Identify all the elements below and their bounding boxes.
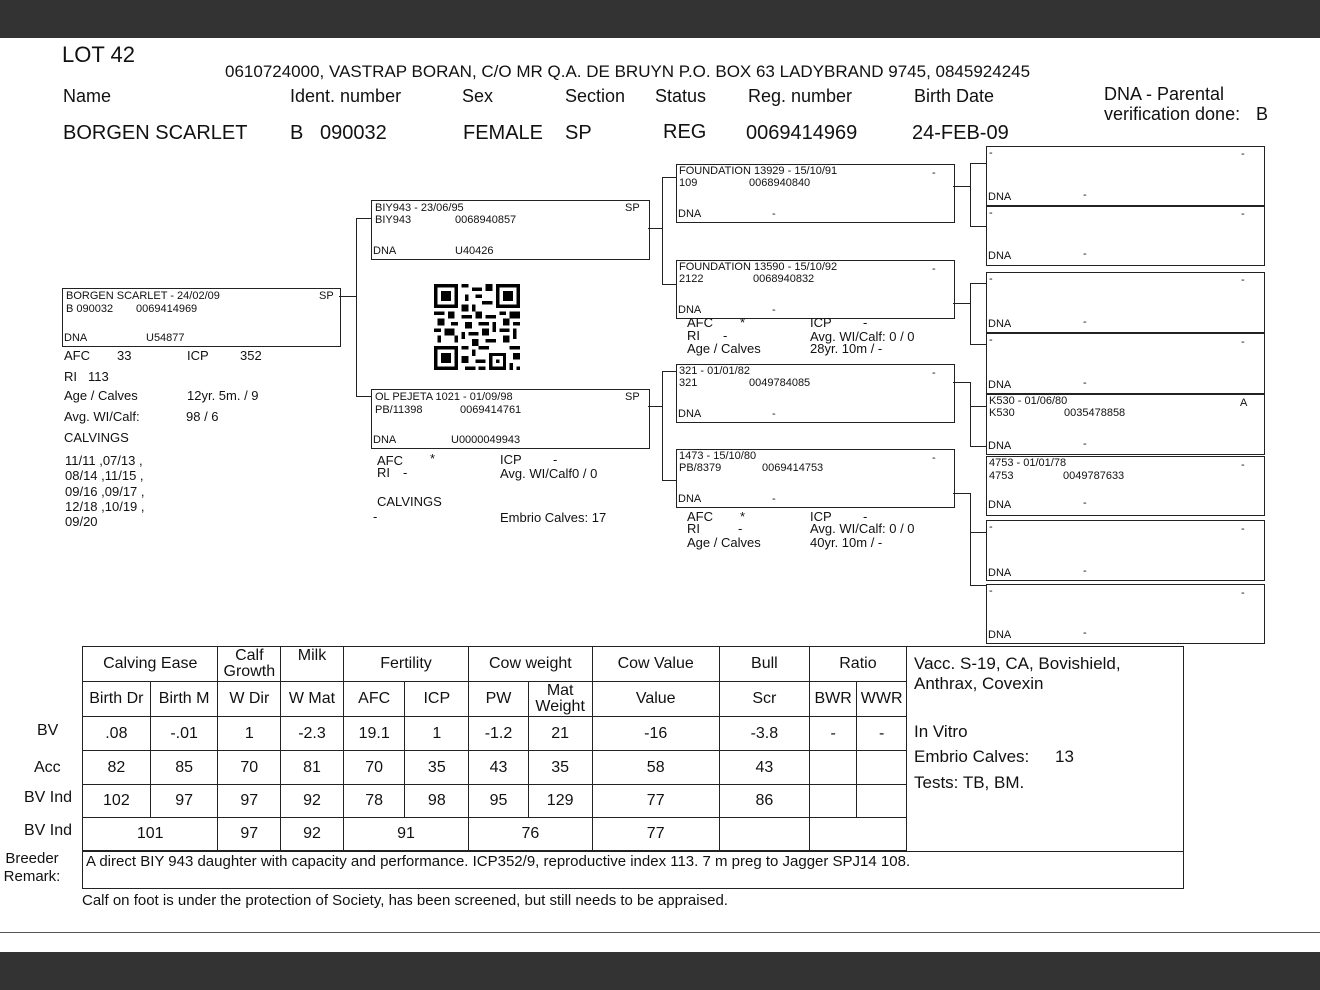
breeder-remark-label: Breeder Remark: [3, 850, 61, 885]
dam-title: OL PEJETA 1021 - 01/09/98 [375, 391, 513, 403]
ggp-title: - [989, 585, 993, 597]
ggp-box [986, 456, 1265, 516]
bv-table [82, 646, 907, 851]
gp-ri-label: RI [687, 328, 700, 343]
ggp-dna: - [1083, 377, 1087, 389]
ggp-dna: - [1083, 497, 1087, 509]
gp-reg: 0069414753 [762, 462, 824, 474]
sire-reg: 0068940857 [455, 214, 517, 226]
bv-cell: .08 [83, 717, 151, 751]
ggp-ident: K530 [989, 407, 1015, 419]
dam-reg: 0069414761 [460, 404, 522, 416]
animal-ri: 113 [88, 369, 109, 384]
group-header: Milk [281, 647, 344, 682]
ggp-title: - [989, 273, 993, 285]
animal-icp-label: ICP [187, 348, 209, 363]
connector [970, 585, 986, 586]
gp-dna-label: DNA [678, 304, 702, 316]
gp-icp: - [863, 315, 868, 330]
ggp-title: 4753 - 01/01/78 [989, 457, 1067, 469]
qr-code [432, 284, 522, 370]
gp-title: FOUNDATION 13590 - 15/10/92 [679, 261, 838, 273]
dam-calvings: - [373, 509, 378, 524]
connector [970, 344, 986, 345]
bvind-cell: 97 [218, 785, 281, 818]
ggp-dna-label: DNA [988, 379, 1012, 391]
connector [662, 371, 663, 481]
tests-text: Tests: TB, BM. [914, 773, 1025, 792]
gp-wi: Avg. WI/Calf: 0 / 0 [810, 329, 915, 344]
value-name: BORGEN SCARLET [63, 122, 248, 144]
gp-section: - [932, 167, 936, 179]
sub-header: BWR [809, 682, 857, 717]
sire-box [371, 200, 650, 260]
group-header: Cow Value [592, 647, 719, 682]
bv-cell: 21 [528, 717, 592, 751]
ggp-dna-label: DNA [988, 318, 1012, 330]
grandparent-box [676, 449, 955, 508]
ggp-dna-label: DNA [988, 499, 1012, 511]
gp-age-label: Age / Calves [687, 535, 761, 550]
gp-ident: 2122 [679, 273, 704, 285]
bv-cell: -2.3 [281, 717, 344, 751]
ggp-dna-label: DNA [988, 629, 1012, 641]
ggp-box [986, 146, 1265, 206]
bv-cell: 1 [405, 717, 469, 751]
bvind-cell: 129 [528, 785, 592, 818]
connector [953, 303, 971, 304]
value-status: REG [663, 121, 707, 143]
connector [970, 283, 986, 284]
ggp-section: - [1241, 208, 1245, 220]
grandparent-box [676, 364, 955, 423]
gp-icp: - [863, 509, 868, 524]
grandparent-box [676, 164, 955, 223]
ggp-box [986, 272, 1265, 333]
value-birth: 24-FEB-09 [912, 122, 1009, 144]
gp-icp-label: ICP [810, 315, 832, 330]
gp-ri: - [738, 521, 743, 536]
ggp-section: - [1241, 274, 1245, 286]
calving-line: 09/16 ,09/17 , [65, 484, 145, 499]
dam-afc: * [430, 451, 436, 466]
acc-cell: 81 [281, 751, 344, 785]
gp-dna-label: DNA [678, 408, 702, 420]
connector [970, 493, 971, 586]
sub-header: W Dir [218, 682, 281, 717]
value-sex: FEMALE [463, 122, 544, 144]
connector [970, 163, 986, 164]
calving-line: 12/18 ,10/19 , [65, 499, 145, 514]
bvind2-cell: 91 [343, 818, 468, 851]
connector [970, 382, 971, 447]
label-ident: Ident. number [290, 86, 402, 106]
connector [356, 218, 371, 219]
connector [356, 396, 371, 397]
connector [970, 283, 971, 345]
dam-embrio: Embrio Calves: 17 [500, 510, 607, 525]
sire-dna: U40426 [455, 245, 494, 257]
ggp-reg: 0035478858 [1064, 407, 1126, 419]
bvind2-cell: 76 [469, 818, 592, 851]
animal-section: SP [319, 290, 334, 302]
animal-reg: 0069414969 [136, 303, 198, 315]
bvind-cell: 98 [405, 785, 469, 818]
gp-reg: 0068940840 [749, 177, 811, 189]
connector [970, 446, 986, 447]
vacc-text: Vacc. S-19, CA, Bovishield, Anthrax, Covexin [914, 654, 1121, 693]
label-section: Section [565, 86, 626, 106]
animal-afc: 33 [117, 348, 132, 363]
bvind-cell: 77 [592, 785, 719, 818]
animal-ri-label: RI [64, 369, 77, 384]
acc-cell: 43 [719, 751, 809, 785]
gp-title: 321 - 01/01/82 [679, 365, 750, 377]
bvind2-cell: 97 [218, 818, 281, 851]
dam-icp: - [553, 452, 558, 467]
acc-cell: 70 [218, 751, 281, 785]
animal-dna: U54877 [146, 332, 185, 344]
bvind2-cell: 92 [281, 818, 344, 851]
ggp-title: - [989, 334, 993, 346]
gp-ident: 321 [679, 377, 698, 389]
sub-header: Mat Weight [528, 682, 592, 717]
label-status: Status [655, 86, 707, 106]
embrio-value: 13 [1055, 747, 1074, 766]
calving-line: 08/14 ,11/15 , [65, 468, 144, 483]
group-header: Ratio [809, 647, 906, 682]
bvind-cell: 95 [469, 785, 529, 818]
sub-header: Birth Dr [83, 682, 151, 717]
ggp-title: - [989, 147, 993, 159]
ggp-section: - [1241, 336, 1245, 348]
gp-section: - [932, 367, 936, 379]
gp-section: - [932, 452, 936, 464]
connector [970, 406, 986, 407]
acc-cell: 43 [469, 751, 529, 785]
acc-cell [809, 751, 857, 785]
bv-cell: - [857, 717, 907, 751]
animal-title: BORGEN SCARLET - 24/02/09 [66, 290, 220, 302]
ggp-section: - [1241, 459, 1245, 471]
connector [970, 532, 986, 533]
connector [662, 284, 676, 285]
remark-box [82, 851, 1184, 889]
dam-ident: PB/11398 [375, 404, 423, 416]
label-dna-2: verification done: [1104, 104, 1241, 124]
sub-header: W Mat [281, 682, 344, 717]
bvind2-cell: 101 [83, 818, 218, 851]
invitro-text: In Vitro [914, 722, 968, 741]
sub-header: AFC [343, 682, 405, 717]
side-info-box [906, 646, 1184, 853]
bv-cell: 19.1 [343, 717, 405, 751]
bvind2-cell [719, 818, 809, 851]
gp-reg: 0068940832 [753, 273, 815, 285]
bv-cell: - [809, 717, 857, 751]
dam-box [371, 389, 650, 449]
ggp-box [986, 206, 1265, 266]
connector [356, 218, 357, 396]
animal-icp: 352 [240, 348, 262, 363]
bvind-cell: 86 [719, 785, 809, 818]
bv-cell: -1.2 [469, 717, 529, 751]
footer-note: Calf on foot is under the protection of Society, has been screened, but still needs to be appraised. [82, 892, 728, 909]
bvind-cell [857, 785, 907, 818]
connector [662, 177, 676, 178]
animal-wi: 98 / 6 [186, 409, 219, 424]
ggp-section: A [1240, 397, 1248, 409]
gp-afc-label: AFC [687, 509, 713, 524]
footer-divider [0, 932, 1320, 933]
dam-wi: Avg. WI/Calf0 / 0 [500, 466, 598, 481]
bv-cell: -3.8 [719, 717, 809, 751]
acc-cell: 70 [343, 751, 405, 785]
gp-dna: - [772, 408, 776, 420]
animal-afc-label: AFC [64, 348, 90, 363]
gp-ident: PB/8379 [679, 462, 722, 474]
gp-title: FOUNDATION 13929 - 15/10/91 [679, 165, 838, 177]
row-label-bv: BV [37, 722, 59, 739]
acc-cell: 58 [592, 751, 719, 785]
gp-icp-label: ICP [810, 509, 832, 524]
gp-dna: - [772, 208, 776, 220]
sub-header: PW [469, 682, 529, 717]
sub-header: Value [592, 682, 719, 717]
top-bar [0, 0, 1320, 38]
gp-afc: * [740, 315, 746, 330]
gp-dna-label: DNA [678, 493, 702, 505]
ggp-box [986, 584, 1265, 644]
dam-dna-label: DNA [373, 434, 397, 446]
calving-line: 11/11 ,07/13 , [65, 453, 143, 468]
grandparent-box [676, 260, 955, 319]
group-header: Cow weight [469, 647, 592, 682]
animal-wi-label: Avg. WI/Calf: [64, 409, 140, 424]
value-section: SP [565, 122, 592, 144]
ggp-section: - [1241, 148, 1245, 160]
gp-age: 40yr. 10m / - [810, 535, 883, 550]
animal-age: 12yr. 5m. / 9 [187, 388, 259, 403]
ggp-title: - [989, 521, 993, 533]
connector [648, 406, 663, 407]
dam-ri: - [403, 465, 408, 480]
sub-header: ICP [405, 682, 469, 717]
ggp-title: - [989, 207, 993, 219]
connector [662, 480, 676, 481]
animal-dna-label: DNA [64, 332, 88, 344]
sire-section: SP [625, 202, 640, 214]
animal-box [62, 288, 341, 347]
owner-line: 0610724000, VASTRAP BORAN, C/O MR Q.A. DE BRUYN P.O. BOX 63 LADYBRAND 9745, 0845924245 [225, 62, 1031, 81]
ggp-dna: - [1083, 438, 1087, 450]
connector [970, 163, 971, 227]
bvind2-cell: 77 [592, 818, 719, 851]
ggp-box [986, 394, 1265, 455]
row-label-acc: Acc [34, 759, 61, 776]
value-dna: B [1256, 104, 1269, 124]
label-birth: Birth Date [914, 86, 995, 106]
connector [662, 371, 676, 372]
dam-calvings-label: CALVINGS [377, 494, 442, 509]
gp-dna: - [772, 493, 776, 505]
bvind-cell: 102 [83, 785, 151, 818]
animal-ident: B 090032 [66, 303, 114, 315]
connector [648, 228, 663, 229]
ggp-section: - [1241, 587, 1245, 599]
connector [953, 382, 971, 383]
dam-section: SP [625, 391, 640, 403]
sire-ident: BIY943 [375, 214, 412, 226]
sire-title: BIY943 - 23/06/95 [375, 202, 464, 214]
group-header: Fertility [343, 647, 468, 682]
gp-reg: 0049784085 [749, 377, 811, 389]
group-header: Calf Growth [218, 647, 281, 682]
bvind-cell [809, 785, 857, 818]
gp-afc-label: AFC [687, 315, 713, 330]
acc-cell: 85 [150, 751, 218, 785]
gp-ident: 109 [679, 177, 698, 189]
acc-cell: 35 [405, 751, 469, 785]
connector [953, 186, 971, 187]
label-sex: Sex [462, 86, 494, 106]
connector [970, 226, 986, 227]
bv-cell: -.01 [150, 717, 218, 751]
ggp-reg: 0049787633 [1063, 470, 1125, 482]
gp-ri-label: RI [687, 521, 700, 536]
ggp-dna-label: DNA [988, 567, 1012, 579]
bvind-cell: 78 [343, 785, 405, 818]
acc-cell: 82 [83, 751, 151, 785]
gp-dna-label: DNA [678, 208, 702, 220]
gp-age: 28yr. 10m / - [810, 341, 883, 356]
ggp-dna: - [1083, 627, 1087, 639]
lot-number: LOT 42 [62, 42, 135, 67]
bvind-cell: 97 [150, 785, 218, 818]
remark-text: A direct BIY 943 daughter with capacity and performance. ICP352/9, reproductive index 113. 7 m preg to Jagger SPJ14 108. [86, 853, 911, 870]
ggp-dna-label: DNA [988, 191, 1012, 203]
gp-title: 1473 - 15/10/80 [679, 450, 757, 462]
animal-calvings-label: CALVINGS [64, 430, 129, 445]
gp-ri: - [723, 328, 728, 343]
group-header: Bull [719, 647, 809, 682]
dam-afc-label: AFC [377, 453, 403, 468]
bv-cell: 1 [218, 717, 281, 751]
bvind2-cell [809, 818, 906, 851]
acc-cell: 35 [528, 751, 592, 785]
gp-afc: * [740, 509, 746, 524]
embrio-label: Embrio Calves: [914, 747, 1030, 766]
ggp-section: - [1241, 523, 1245, 535]
sub-header: Scr [719, 682, 809, 717]
row-label-bvind: BV Ind [24, 789, 73, 806]
dam-ri-label: RI [377, 465, 390, 480]
gp-wi: Avg. WI/Calf: 0 / 0 [810, 521, 915, 536]
ggp-title: K530 - 01/06/80 [989, 395, 1068, 407]
gp-section: - [932, 263, 936, 275]
gp-dna: - [772, 304, 776, 316]
connector [953, 493, 971, 494]
value-ident-prefix: B [290, 122, 304, 144]
calving-line: 09/20 [65, 514, 98, 529]
dam-dna: U0000049943 [451, 434, 521, 446]
bottom-bar [0, 952, 1320, 990]
dam-icp-label: ICP [500, 452, 522, 467]
ggp-dna: - [1083, 316, 1087, 328]
group-header: Calving Ease [83, 647, 218, 682]
ggp-dna: - [1083, 565, 1087, 577]
ggp-dna-label: DNA [988, 250, 1012, 262]
value-reg: 0069414969 [746, 122, 858, 144]
sub-header: WWR [857, 682, 907, 717]
acc-cell [857, 751, 907, 785]
ggp-dna: - [1083, 248, 1087, 260]
label-dna-1: DNA - Parental [1104, 84, 1225, 104]
connector [662, 177, 663, 285]
ggp-dna-label: DNA [988, 440, 1012, 452]
row-label-bvind-2: BV Ind [24, 822, 73, 839]
label-reg: Reg. number [748, 86, 853, 106]
sub-header: Birth M [150, 682, 218, 717]
sire-dna-label: DNA [373, 245, 397, 257]
connector [339, 296, 357, 297]
ggp-box [986, 520, 1265, 581]
gp-age-label: Age / Calves [687, 341, 761, 356]
bv-cell: -16 [592, 717, 719, 751]
label-name: Name [63, 86, 112, 106]
ggp-ident: 4753 [989, 470, 1014, 482]
bvind-cell: 92 [281, 785, 344, 818]
ggp-dna: - [1083, 189, 1087, 201]
ggp-box [986, 333, 1265, 394]
animal-age-label: Age / Calves [64, 388, 138, 403]
value-ident: 090032 [320, 122, 387, 144]
